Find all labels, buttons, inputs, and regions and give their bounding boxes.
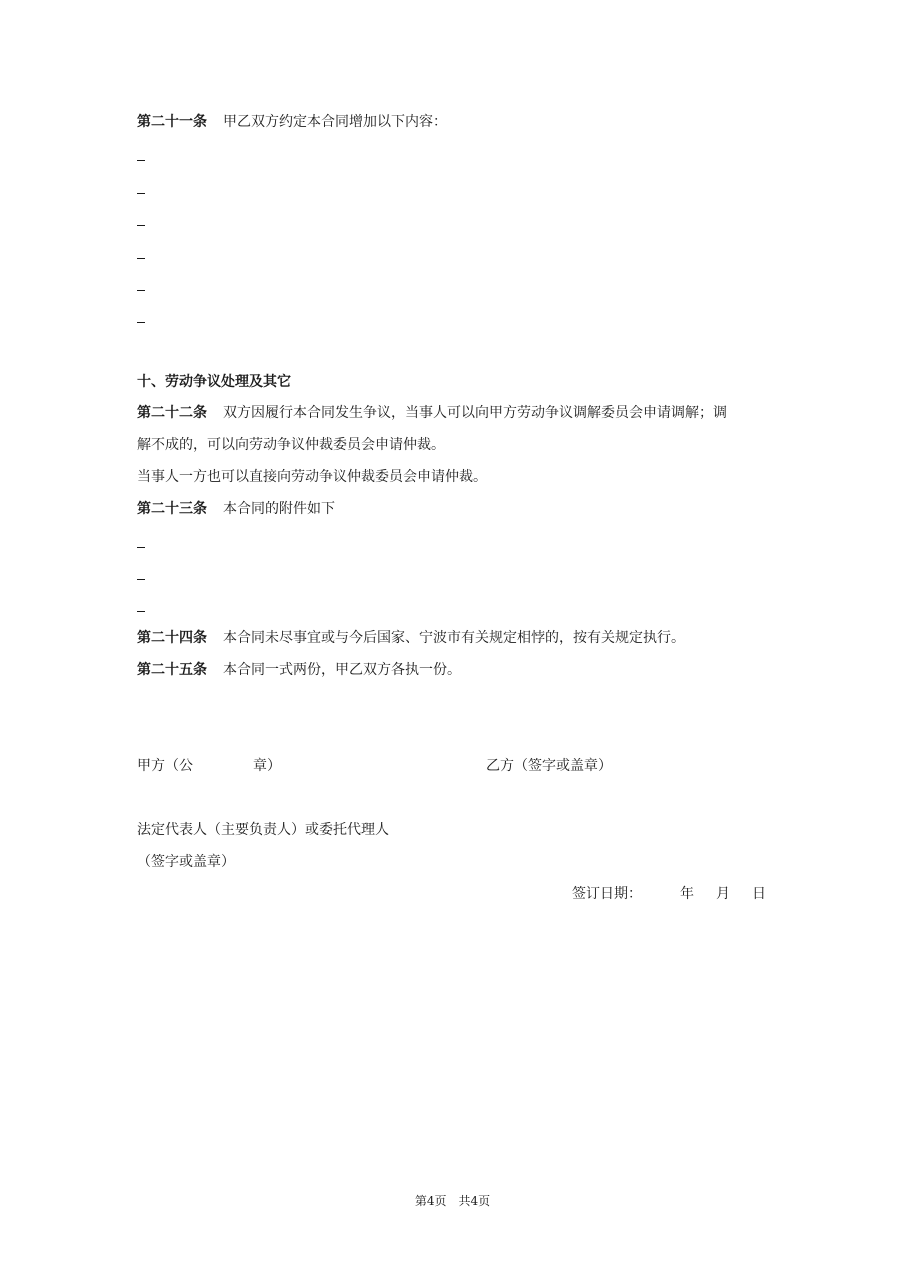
article-25-text: 本合同一式两份，甲乙双方各执一份。 [223, 662, 461, 678]
blank-line [137, 258, 145, 259]
blank-line [137, 193, 145, 194]
article-25 [137, 660, 461, 680]
section-heading: 十、劳动争议处理及其它 [137, 374, 291, 390]
blank-line [137, 611, 145, 612]
blank-line [137, 547, 145, 548]
article-23 [137, 499, 335, 519]
article-24-label: 第二十四条 [137, 630, 207, 646]
blank-line [137, 160, 145, 161]
party-a-prefix: 甲方（公 [137, 758, 193, 774]
party-a-suffix: 章） [253, 758, 281, 774]
page-number: 第4页 [414, 1194, 447, 1208]
page-footer [0, 1192, 905, 1209]
article-23-text: 本合同的附件如下 [223, 501, 335, 517]
date-day: 日 [752, 886, 766, 902]
legal-representative: 法定代表人（主要负责人）或委托代理人 [137, 822, 389, 838]
article-25-label: 第二十五条 [137, 662, 207, 678]
article-21-text: 甲乙双方约定本合同增加以下内容： [223, 114, 447, 130]
page-total: 共4页 [458, 1194, 491, 1208]
date-month: 月 [716, 886, 730, 902]
article-22-line1: 双方因履行本合同发生争议，当事人可以向甲方劳动争议调解委员会申请调解；调 [223, 405, 727, 421]
article-21 [137, 112, 447, 132]
blank-line [137, 290, 145, 291]
legal-representative-sign: （签字或盖章） [137, 854, 235, 870]
article-22-line2: 解不成的，可以向劳动争议仲裁委员会申请仲裁。 [137, 437, 445, 453]
article-24 [137, 628, 685, 648]
blank-line [137, 322, 145, 323]
signing-date [572, 884, 766, 904]
article-22-line3: 当事人一方也可以直接向劳动争议仲裁委员会申请仲裁。 [137, 469, 487, 485]
date-label: 签订日期： [572, 886, 642, 902]
date-year: 年 [680, 886, 694, 902]
party-b-signature: 乙方（签字或盖章） [486, 758, 612, 774]
article-24-text: 本合同未尽事宜或与今后国家、宁波市有关规定相悖的，按有关规定执行。 [223, 630, 685, 646]
blank-line [137, 579, 145, 580]
party-a-seal [137, 756, 281, 776]
article-22-label: 第二十二条 [137, 405, 207, 421]
blank-line [137, 225, 145, 226]
article-21-label: 第二十一条 [137, 114, 207, 130]
article-22 [137, 403, 727, 423]
article-23-label: 第二十三条 [137, 501, 207, 517]
